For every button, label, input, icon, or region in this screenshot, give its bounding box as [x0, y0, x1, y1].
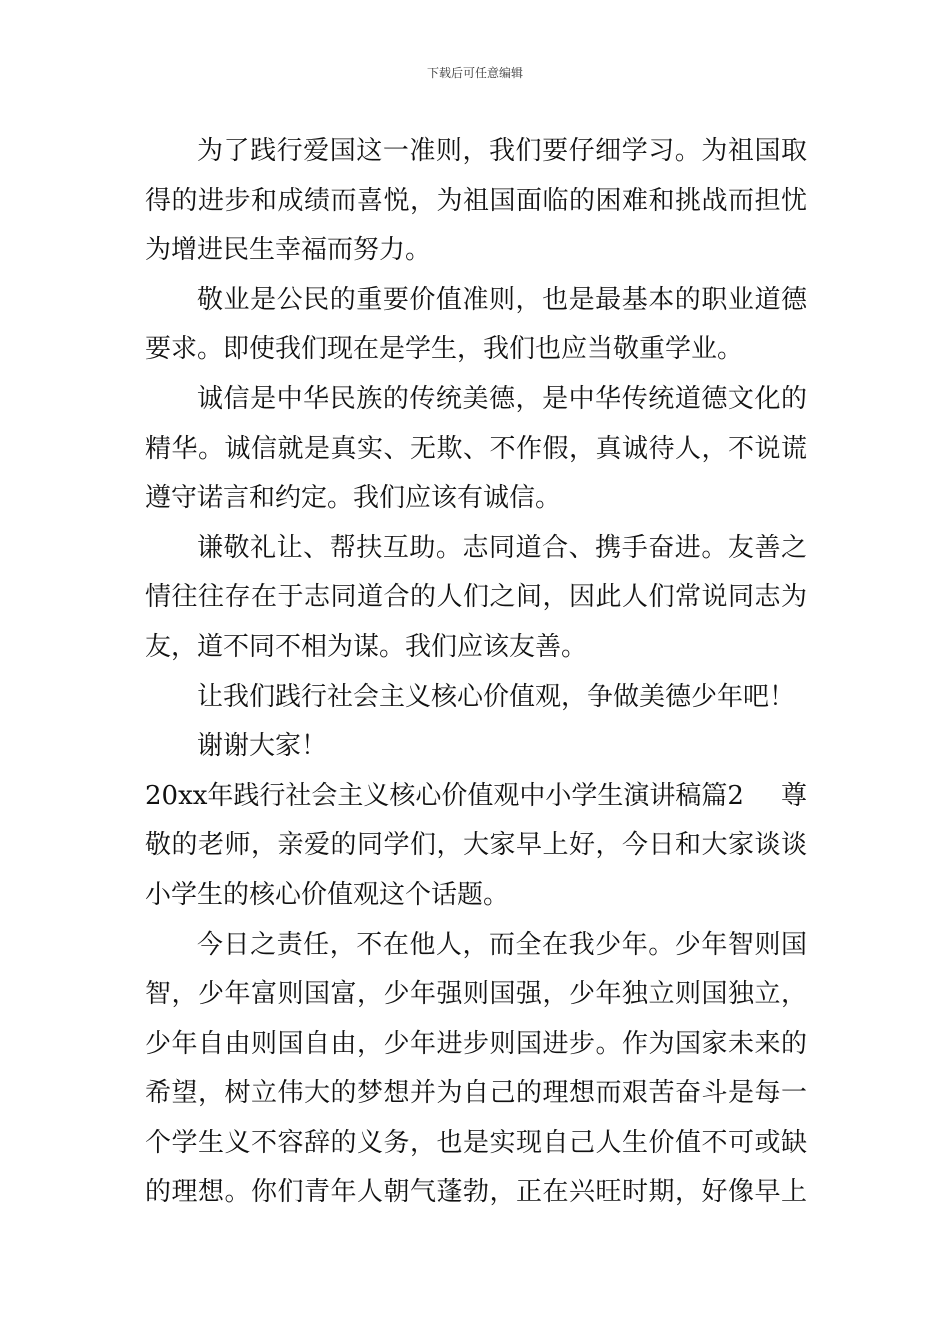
paragraph-line: 谦敬礼让、帮扶互助。志同道合、携手奋进。友善之: [197, 532, 807, 563]
paragraph-line: 希望，树立伟大的梦想并为自己的理想而艰苦奋斗是每一: [145, 1078, 807, 1109]
paragraph-line: 精华。诚信就是真实、无欺、不作假，真诚待人，不说谎: [145, 433, 807, 464]
page-header-note: 下载后可任意编辑: [426, 66, 523, 80]
section-title-line: [145, 772, 807, 822]
paragraph-line: 为增进民生幸福而努力。: [145, 235, 432, 266]
paragraph-line: 诚信是中华民族的传统美德，是中华传统道德文化的: [197, 383, 807, 414]
section-title-tail: 尊: [780, 780, 807, 811]
paragraph-line: 敬的老师，亲爱的同学们，大家早上好，今日和大家谈谈: [145, 830, 807, 861]
paragraph-line: 要求。即使我们现在是学生，我们也应当敬重学业。: [145, 334, 744, 365]
paragraph-line: 谢谢大家！: [197, 731, 328, 762]
paragraph-line: 智，少年富则国富，少年强则国强，少年独立则国独立，: [145, 979, 807, 1010]
paragraph-line: 少年自由则国自由，少年进步则国进步。作为国家未来的: [145, 1028, 807, 1059]
paragraph-line: 让我们践行社会主义核心价值观，争做美德少年吧！: [197, 681, 796, 712]
paragraph-line: 遵守诺言和约定。我们应该有诚信。: [145, 483, 562, 514]
document-body: [145, 127, 807, 1218]
paragraph-line: 个学生义不容辞的义务，也是实现自己人生价值不可或缺: [145, 1127, 807, 1158]
paragraph-line: 今日之责任，不在他人，而全在我少年。少年智则国: [197, 929, 807, 960]
paragraph-line: 得的进步和成绩而喜悦，为祖国面临的困难和挑战而担忧: [145, 185, 807, 216]
section-title: 20xx年践行社会主义核心价值观中小学生演讲稿篇2: [145, 780, 744, 811]
paragraph-line: 情往往存在于志同道合的人们之间，因此人们常说同志为: [145, 582, 807, 613]
paragraph-line: 小学生的核心价值观这个话题。: [145, 879, 510, 910]
paragraph-line: 友，道不同不相为谋。我们应该友善。: [145, 631, 588, 662]
paragraph-line: 为了践行爱国这一准则，我们要仔细学习。为祖国取: [197, 136, 807, 166]
paragraph-line: 的理想。你们青年人朝气蓬勃，正在兴旺时期，好像早上: [145, 1177, 807, 1208]
paragraph-line: 敬业是公民的重要价值准则，也是最基本的职业道德: [197, 284, 807, 315]
